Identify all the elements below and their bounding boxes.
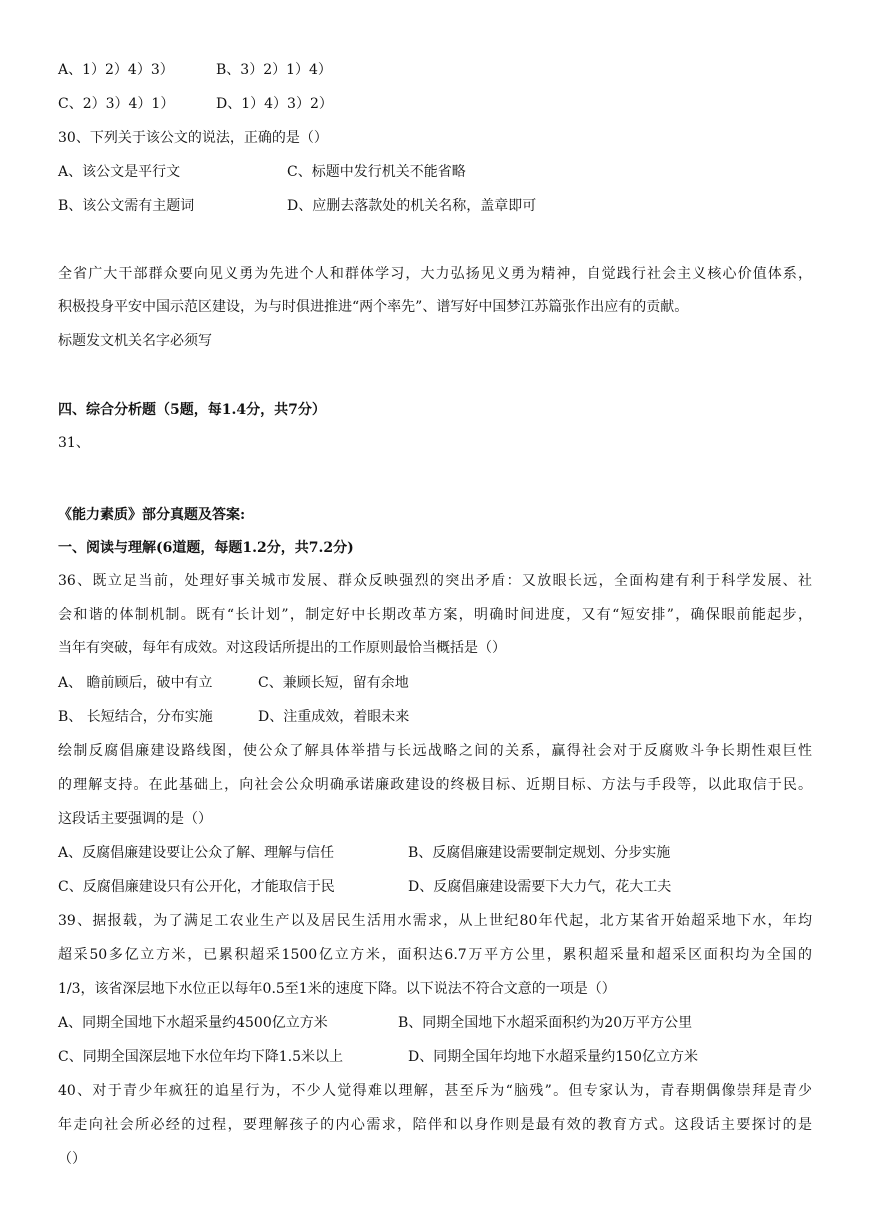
q36-line-3: 当年有突破，每年有成效。对这段话所提出的工作原则最恰当概括是（） xyxy=(58,640,506,656)
q36-option-b: B、 长短结合，分布实施 xyxy=(58,709,213,725)
q30-option-b: B、该公文需有主题词 xyxy=(58,198,195,214)
q39-option-a: A、同期全国地下水超采量约4500亿立方米 xyxy=(58,1015,328,1031)
q36-option-a: A、 瞻前顾后，破中有立 xyxy=(58,675,213,691)
q29-option-b: B、3）2）1）4） xyxy=(216,62,332,78)
q29-option-a: A、1）2）4）3） xyxy=(58,62,174,78)
q37-option-b: B、反腐倡廉建设需要制定规划、分步实施 xyxy=(408,845,671,861)
q30-option-c: C、标题中发行机关不能省略 xyxy=(287,164,466,180)
reading-section-heading: 一、阅读与理解(6道题，每题1.2分，共7.2分) xyxy=(58,540,354,556)
q36-option-c: C、兼顾长短，留有余地 xyxy=(258,675,409,691)
ability-section-title: 《能力素质》部分真题及答案: xyxy=(58,507,246,523)
passage-line-3: 标题发文机关名字必须写 xyxy=(58,333,212,349)
q31-stem: 31、 xyxy=(58,435,90,451)
q39-option-d: D、同期全国年均地下水超采量约150亿立方米 xyxy=(408,1049,698,1065)
passage-line-1: 全省广大干部群众要向见义勇为先进个人和群体学习，大力弘扬见义勇为精神，自觉践行社会主义核心价值体系， xyxy=(58,266,812,282)
q36-option-d: D、注重成效，着眼未来 xyxy=(258,709,410,725)
q37-line-1: 绘制反腐倡廉建设路线图，使公众了解具体举措与长远战略之间的关系，赢得社会对于反腐败斗争长期性艰巨性 xyxy=(58,743,812,759)
q37-option-c: C、反腐倡廉建设只有公开化，才能取信于民 xyxy=(58,879,335,895)
q29-option-c: C、2）3）4）1） xyxy=(58,96,175,112)
q40-line-1: 40、对于青少年疯狂的追星行为，不少人觉得难以理解，甚至斥为“脑残”。但专家认为，青春期偶像崇拜是青少 xyxy=(58,1083,812,1099)
passage-line-2: 积极投身平安中国示范区建设，为与时俱进推进“两个率先”、谱写好中国梦江苏篇张作出应有的贡献。 xyxy=(58,299,689,315)
q37-line-3: 这段话主要强调的是（） xyxy=(58,811,212,827)
q29-option-d: D、1）4）3）2） xyxy=(216,96,333,112)
q39-line-1: 39、据报载，为了满足工农业生产以及居民生活用水需求，从上世纪80年代起，北方某省开始超采地下水，年均 xyxy=(58,913,812,929)
q39-line-2: 超采50多亿立方米，已累积超采1500亿立方米，面积达6.7万平方公里，累积超采量和超采区面积均为全国的 xyxy=(58,947,812,963)
q37-option-a: A、反腐倡廉建设要让公众了解、理解与信任 xyxy=(58,845,335,861)
section-4-heading: 四、综合分析题（5题，每1.4分，共7分） xyxy=(58,402,326,418)
q39-option-b: B、同期全国地下水超采面积约为20万平方公里 xyxy=(398,1015,693,1031)
q37-option-d: D、反腐倡廉建设需要下大力气，花大工夫 xyxy=(408,879,672,895)
q36-line-2: 会和谐的体制机制。既有“长计划”，制定好中长期改革方案，明确时间进度，又有“短安排”，确保眼前能起步， xyxy=(58,607,812,623)
q39-line-3: 1/3，该省深层地下水位正以每年0.5至1米的速度下降。以下说法不符合文意的一项是（） xyxy=(58,981,616,997)
q40-line-2: 年走向社会所必经的过程，要理解孩子的内心需求，陪伴和以身作则是最有效的教育方式。这段话主要探讨的是 xyxy=(58,1117,812,1133)
q30-stem: 30、下列关于该公文的说法，正确的是（） xyxy=(58,130,328,146)
q40-line-3: （） xyxy=(58,1151,86,1167)
q39-option-c: C、同期全国深层地下水位年均下降1.5米以上 xyxy=(58,1049,343,1065)
q30-option-a: A、该公文是平行文 xyxy=(58,164,181,180)
q30-option-d: D、应删去落款处的机关名称，盖章即可 xyxy=(287,198,537,214)
q37-line-2: 的理解支持。在此基础上，向社会公众明确承诺廉政建设的终极目标、近期目标、方法与手段等，以此取信于民。 xyxy=(58,777,812,793)
q36-line-1: 36、既立足当前，处理好事关城市发展、群众反映强烈的突出矛盾：又放眼长远，全面构建有利于科学发展、社 xyxy=(58,573,812,589)
